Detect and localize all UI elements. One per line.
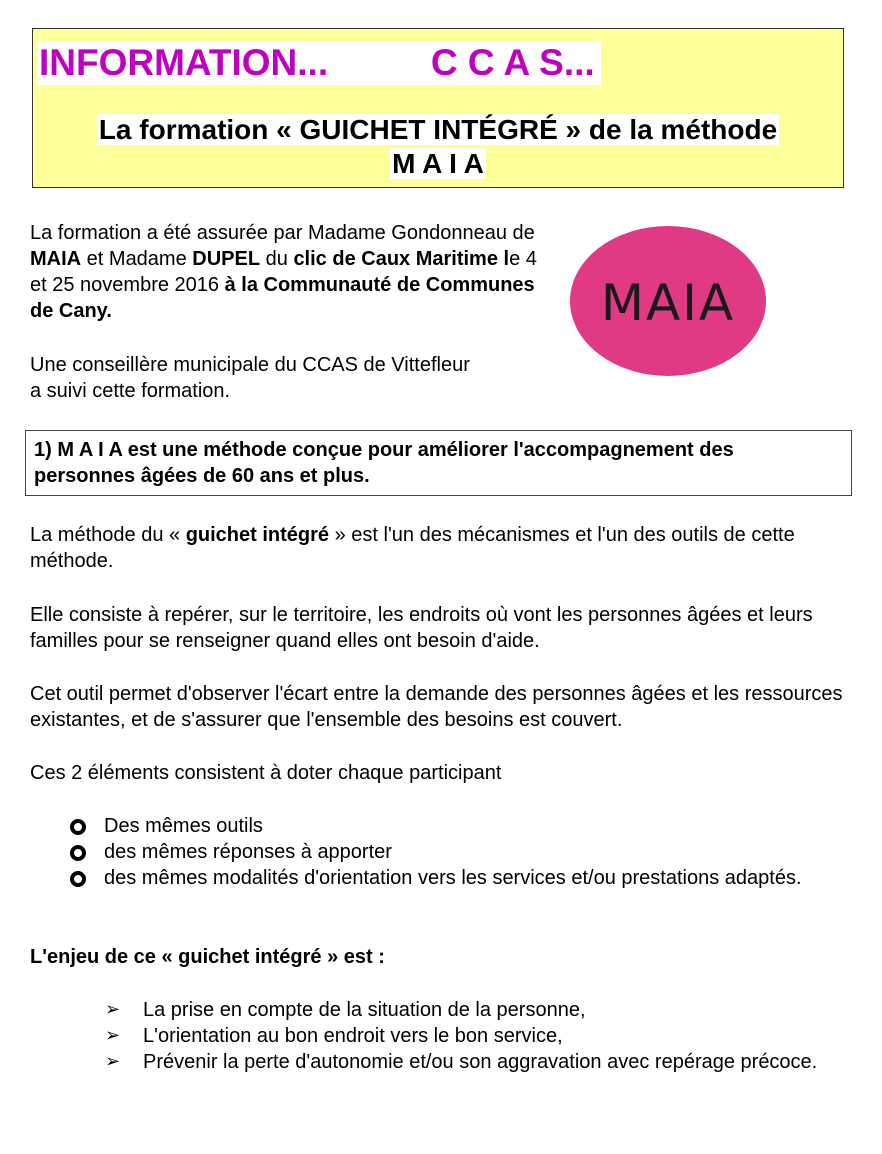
body-paragraph-1 (30, 522, 830, 574)
intro-text-1: La formation a été assurée par Madame Gondonneau de (30, 222, 535, 244)
page-title: INFORMATION... C C A S... (37, 41, 601, 85)
maia-logo-text: MAIA (600, 274, 736, 332)
section-1-line-1: 1) M A I A est une méthode conçue pour améliorer l'accompagnement des (34, 439, 734, 461)
list-item (105, 997, 833, 1023)
enjeu-text-2: » est : (321, 946, 385, 968)
intro-text-2: et Madame (81, 248, 193, 270)
enjeu-list (105, 997, 833, 1075)
circle-bullet-icon (70, 845, 86, 861)
list-item-text: Des mêmes outils (104, 815, 263, 837)
body-p1-bold: guichet intégré (185, 524, 330, 546)
intro-p2-line-2: a suivi cette formation. (30, 380, 231, 402)
list-item (105, 1049, 833, 1075)
arrow-bullet-icon: ➢ (105, 1051, 121, 1072)
body-paragraph-2: Elle consiste à repérer, sur le territoire, les endroits où vont les personnes âgées et leurs familles pour se renseigner quand elles ont besoin d'aide. (30, 604, 813, 652)
list-item (104, 865, 824, 891)
section-1-line-2: personnes âgées de 60 ans et plus. (34, 465, 370, 487)
body-p1-text-1: La méthode du « (30, 524, 186, 546)
intro-text-4: e 4 et 25 novembre 2016 (30, 248, 537, 296)
arrow-bullet-icon: ➢ (105, 999, 121, 1020)
subtitle-line-2: M A I A (392, 148, 484, 179)
intro-text-3: du (260, 248, 294, 270)
subtitle-line-1: La formation « GUICHET INTÉGRÉ » de la méthode (98, 114, 778, 145)
list-item-text: des mêmes modalités d'orientation vers les services et/ou prestations adaptés. (104, 867, 802, 889)
list-item-text: L'orientation au bon endroit vers le bon service, (143, 1025, 563, 1047)
header-box (32, 28, 844, 188)
section-1-heading (25, 430, 852, 496)
list-item-text: Prévenir la perte d'autonomie et/ou son aggravation avec repérage précoce. (143, 1051, 818, 1073)
body-paragraph-3: Cet outil permet d'observer l'écart entre la demande des personnes âgées et les ressources existantes, et de s'assurer que l'ensemble des besoins est couvert. (30, 683, 843, 731)
body-paragraph-4: Ces 2 éléments consistent à doter chaque participant (30, 762, 502, 784)
intro-bold-clic: clic de Caux Maritime l (293, 248, 510, 270)
intro-bold-maia: MAIA (30, 248, 82, 270)
list-item (104, 813, 824, 839)
maia-logo (570, 226, 766, 376)
arrow-bullet-icon: ➢ (105, 1025, 121, 1046)
enjeu-text-1: L'enjeu de ce « (30, 946, 179, 968)
circle-bullet-icon (70, 871, 86, 887)
intro-p2-line-1: Une conseillère municipale du CCAS de Vittefleur (30, 354, 470, 376)
list-item (104, 839, 824, 865)
enjeu-bold: guichet intégré (178, 946, 322, 968)
circle-bullet-icon (70, 819, 86, 835)
intro-bold-place: à la Communauté de Communes de Cany. (30, 274, 535, 322)
list-item-text: La prise en compte de la situation de la personne, (143, 999, 586, 1021)
enjeu-heading (30, 944, 850, 970)
body-p1-text-2: » est l'un des mécanismes et l'un des outils de cette méthode. (30, 524, 795, 572)
page-subtitle (55, 113, 821, 181)
participant-tools-list (104, 813, 824, 891)
intro-paragraph-2 (30, 352, 570, 404)
intro-bold-dupel: DUPEL (192, 248, 261, 270)
intro-paragraph (30, 220, 550, 324)
list-item (105, 1023, 833, 1049)
list-item-text: des mêmes réponses à apporter (104, 841, 392, 863)
